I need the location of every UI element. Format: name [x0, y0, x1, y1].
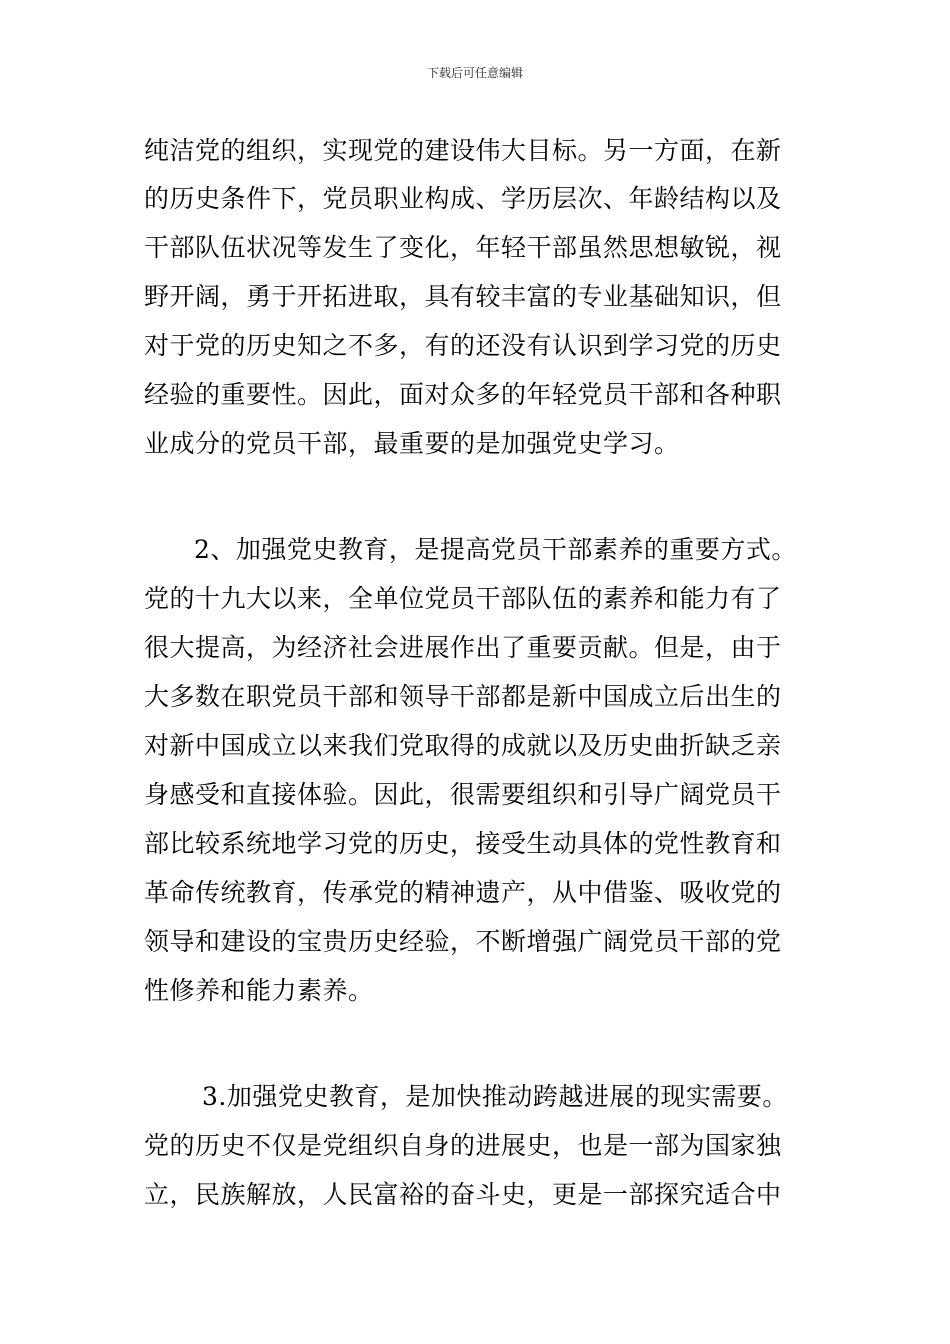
text-line: 的历史条件下，党员职业构成、学历层次、年龄结构以及: [144, 184, 782, 213]
text-line: 革命传统教育，传承党的精神遗产，从中借鉴、吸收党的: [144, 878, 782, 907]
text-line: 野开阔，勇于开拓进取，具有较丰富的专业基础知识，但: [144, 282, 782, 311]
text-line: 性修养和能力素养。: [144, 976, 374, 1005]
text-line: 纯洁党的组织，实现党的建设伟大目标。另一方面，在新: [144, 136, 782, 165]
text-line: 2、加强党史教育，是提高党员干部素养的重要方式。: [194, 535, 797, 564]
text-line: 业成分的党员干部，最重要的是加强党史学习。: [144, 429, 680, 458]
text-line: 对新中国成立以来我们党取得的成就以及历史曲折缺乏亲: [144, 731, 782, 760]
text-line: 领导和建设的宝贵历史经验，不断增强广阔党员干部的党: [144, 927, 782, 956]
page-header: 下载后可任意编辑: [426, 66, 523, 80]
text-line: 对于党的历史知之不多，有的还没有认识到学习党的历史: [144, 331, 782, 360]
text-line: 3.加强党史教育，是加快推动跨越进展的现实需要。: [202, 1082, 788, 1111]
text-line: 立，民族解放，人民富裕的奋斗史，更是一部探究适合中: [144, 1180, 782, 1209]
text-line: 大多数在职党员干部和领导干部都是新中国成立后出生的: [144, 682, 782, 711]
text-line: 部比较系统地学习党的历史，接受生动具体的党性教育和: [144, 829, 782, 858]
text-line: 很大提高，为经济社会进展作出了重要贡献。但是，由于: [144, 633, 782, 662]
text-line: 干部队伍状况等发生了变化，年轻干部虽然思想敏锐，视: [144, 233, 782, 262]
text-line: 党的历史不仅是党组织自身的进展史，也是一部为国家独: [144, 1131, 782, 1160]
text-line: 身感受和直接体验。因此，很需要组织和引导广阔党员干: [144, 780, 782, 809]
text-line: 经验的重要性。因此，面对众多的年轻党员干部和各种职: [144, 380, 782, 409]
text-line: 党的十九大以来，全单位党员干部队伍的素养和能力有了: [144, 584, 782, 613]
